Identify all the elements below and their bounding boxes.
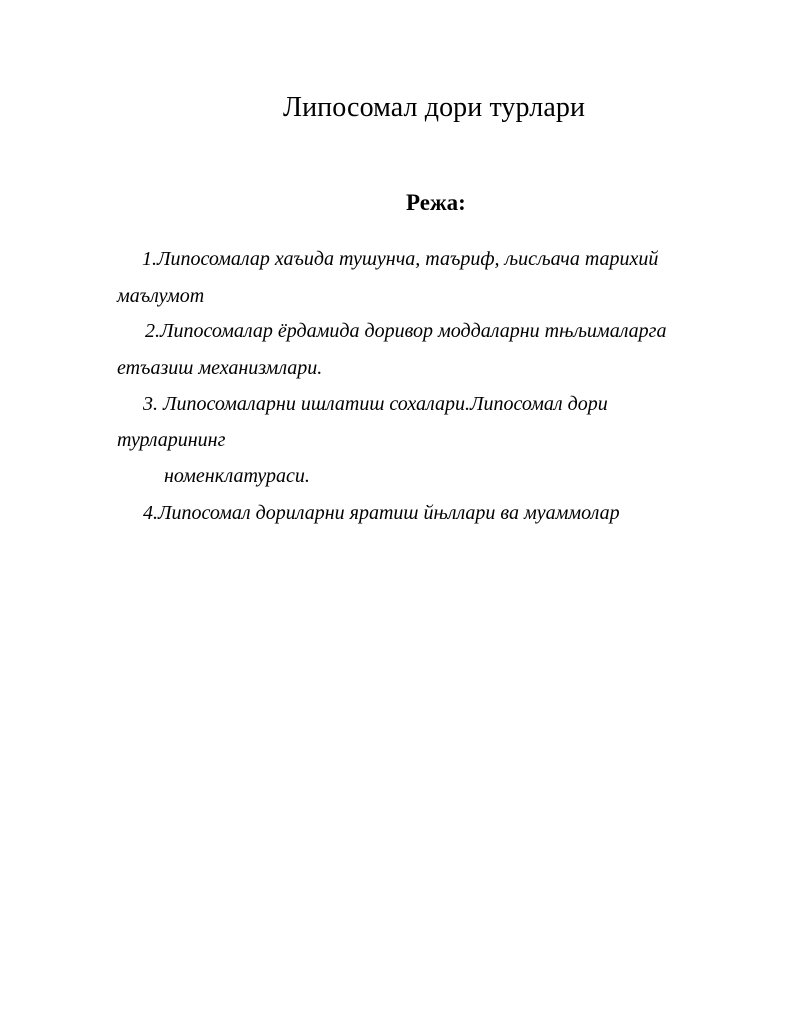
plan-item-3-line-1: 3. Липосомаларни ишлатиш сохалари.Липосомал дори — [143, 393, 608, 415]
plan-item-2-line-1: 2.Липосомалар ёрдамида доривор моддаларни тњљималарга — [145, 320, 667, 342]
plan-item-1-line-2: маълумот — [117, 285, 205, 307]
plan-item-1-line-1: 1.Липосомалар хаъида тушунча, таъриф, љисљача тарихий — [142, 248, 659, 270]
plan-heading: Режа: — [406, 190, 466, 215]
plan-item-3-line-3: номенклатураси. — [164, 465, 310, 487]
plan-item-2-line-2: етъазиш механизмлари. — [117, 357, 323, 379]
plan-item-3-line-2: турларининг — [117, 429, 226, 451]
plan-item-4-line-1: 4.Липосомал дориларни яратиш йњллари ва муаммолар — [143, 502, 620, 524]
document-title: Липосомал дори турлари — [283, 92, 586, 123]
